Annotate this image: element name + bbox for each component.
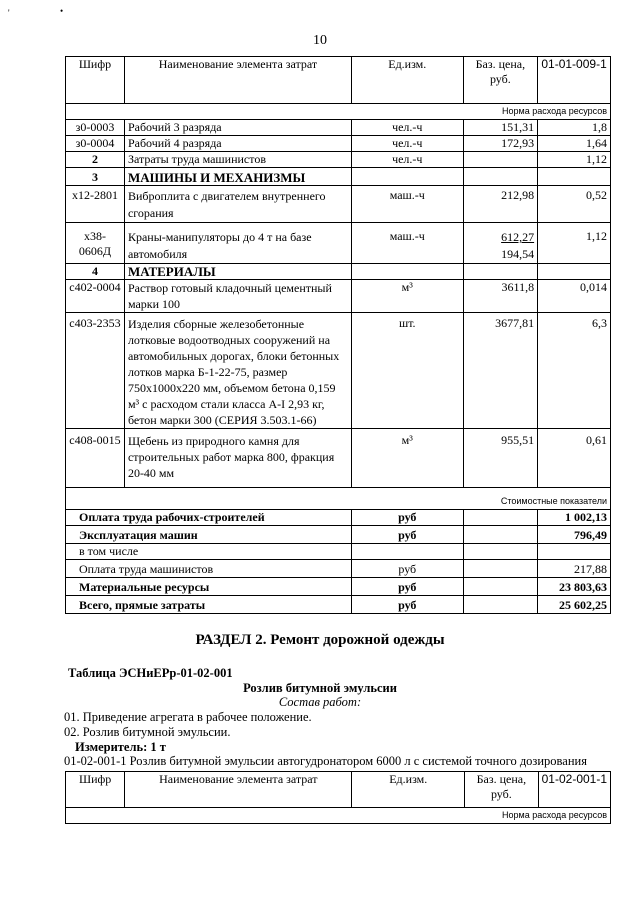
resource-table-2 xyxy=(65,771,611,824)
cost-indicators-row xyxy=(66,488,611,510)
cell-unit: чел.-ч xyxy=(351,120,463,136)
cell-name: Щебень из природного камня для строительных работ марка 800, фракция 20-40 мм xyxy=(124,429,351,488)
table-row xyxy=(66,152,611,168)
header-norm: 01-01-009-1 xyxy=(538,57,611,104)
table-row xyxy=(66,264,611,280)
summary-empty xyxy=(463,544,538,560)
cell-norm: 1,12 xyxy=(538,152,611,168)
norma-label: Норма расхода ресурсов xyxy=(66,808,611,824)
cell-price xyxy=(463,223,538,264)
header-unit: Ед.изм. xyxy=(352,772,465,808)
cell-unit: шт. xyxy=(351,313,463,429)
scan-mark: • xyxy=(60,6,64,16)
header-code: Шифр xyxy=(66,772,125,808)
cell-name: МАТЕРИАЛЫ xyxy=(124,264,351,280)
summary-value: 217,88 xyxy=(538,560,611,578)
cell-name: МАШИНЫ И МЕХАНИЗМЫ xyxy=(124,168,351,186)
summary-row xyxy=(66,526,611,544)
summary-row xyxy=(66,578,611,596)
header-unit: Ед.изм. xyxy=(351,57,463,104)
item-line: 01-02-001-1 Розлив битумной эмульсии автогудронатором 6000 л с системой точного дозирования xyxy=(64,754,587,768)
cell-name: Изделия сборные железобетонные лотковые водоотводных сооружений на автомобильных дорогах, блоки бетонных лотков марка Б-1-22-75, размер 750х1000х220 мм, объемом бетона 0,159 м³ с расходом стали класса А-I 2,93 кг, бетон марки 300 (СЕРИЯ 3.503.1-66) xyxy=(124,313,351,429)
price-value: 612,27 xyxy=(501,230,535,244)
cell-price: 3611,8 xyxy=(463,280,538,313)
table-row xyxy=(66,223,611,264)
table-row xyxy=(66,313,611,429)
summary-unit: руб xyxy=(351,578,463,596)
header-price: Баз. цена, руб. xyxy=(465,772,539,808)
cell-norm xyxy=(538,168,611,186)
page-number: 10 xyxy=(313,33,327,48)
cell-price: 151,31 xyxy=(463,120,538,136)
cell-unit: м³ xyxy=(351,280,463,313)
cell-name: Краны-манипуляторы до 4 т на базе автомобиля xyxy=(124,223,351,264)
summary-name: в том числе xyxy=(66,544,352,560)
cell-name: Рабочий 4 разряда xyxy=(124,136,351,152)
summary-name: Всего, прямые затраты xyxy=(66,596,352,614)
summary-empty xyxy=(463,560,538,578)
cell-norm: 1,64 xyxy=(538,136,611,152)
header-name: Наименование элемента затрат xyxy=(124,57,351,104)
summary-name: Эксплуатация машин xyxy=(66,526,352,544)
cell-code: х12-2801 xyxy=(66,186,125,223)
cell-name: Раствор готовый кладочный цементный марки 100 xyxy=(124,280,351,313)
cell-norm xyxy=(538,264,611,280)
cost-indicators-label: Стоимостные показатели xyxy=(66,488,611,510)
summary-empty xyxy=(463,596,538,614)
table-row xyxy=(66,429,611,488)
table-label: Таблица ЭСНиЕРр-01-02-001 xyxy=(68,666,233,680)
cell-norm: 0,61 xyxy=(538,429,611,488)
summary-value: 1 002,13 xyxy=(538,510,611,526)
summary-empty xyxy=(463,526,538,544)
cell-unit: маш.-ч xyxy=(351,223,463,264)
summary-row xyxy=(66,596,611,614)
cell-unit xyxy=(351,264,463,280)
cell-price: 3677,81 xyxy=(463,313,538,429)
cell-code: 4 xyxy=(66,264,125,280)
cell-code: з0-0004 xyxy=(66,136,125,152)
work-step-2: 02. Розлив битумной эмульсии. xyxy=(64,725,231,739)
summary-value: 796,49 xyxy=(538,526,611,544)
summary-name: Оплата труда рабочих-строителей xyxy=(66,510,352,526)
summary-name: Материальные ресурсы xyxy=(66,578,352,596)
cell-code: 3 xyxy=(66,168,125,186)
cell-price xyxy=(463,168,538,186)
summary-value: 25 602,25 xyxy=(538,596,611,614)
price-value-2: 194,54 xyxy=(501,247,535,261)
cell-unit xyxy=(351,168,463,186)
header-code: Шифр xyxy=(66,57,125,104)
summary-empty xyxy=(463,578,538,596)
cell-name: Затраты труда машинистов xyxy=(124,152,351,168)
cell-unit: чел.-ч xyxy=(351,152,463,168)
table-row xyxy=(66,280,611,313)
cell-unit: чел.-ч xyxy=(351,136,463,152)
cell-code: х38-0606Д xyxy=(66,223,125,264)
summary-row xyxy=(66,560,611,578)
cell-price xyxy=(463,152,538,168)
measure: Измеритель: 1 т xyxy=(75,740,166,754)
table-row xyxy=(66,186,611,223)
header-name: Наименование элемента затрат xyxy=(125,772,352,808)
cell-norm: 6,3 xyxy=(538,313,611,429)
cell-name: Рабочий 3 разряда xyxy=(124,120,351,136)
cell-norm: 1,12 xyxy=(538,223,611,264)
cell-code: с403-2353 xyxy=(66,313,125,429)
summary-unit: руб xyxy=(351,510,463,526)
cell-code: с402-0004 xyxy=(66,280,125,313)
cell-unit: маш.-ч xyxy=(351,186,463,223)
table-row xyxy=(66,136,611,152)
cell-code: 2 xyxy=(66,152,125,168)
cell-price: 212,98 xyxy=(463,186,538,223)
summary-value xyxy=(538,544,611,560)
summary-row xyxy=(66,544,611,560)
norma-row xyxy=(66,104,611,120)
summary-value: 23 803,63 xyxy=(538,578,611,596)
summary-empty xyxy=(463,510,538,526)
table-row xyxy=(66,120,611,136)
cell-name: Виброплита с двигателем внутреннего сгорания xyxy=(124,186,351,223)
header-norm: 01-02-001-1 xyxy=(538,772,610,808)
resource-table xyxy=(65,56,611,614)
cell-price: 955,51 xyxy=(463,429,538,488)
work-title: Состав работ: xyxy=(278,695,362,709)
work-step-1: 01. Приведение агрегата в рабочее положение. xyxy=(64,710,312,724)
summary-unit xyxy=(351,544,463,560)
header-price: Баз. цена, руб. xyxy=(463,57,538,104)
summary-unit: руб xyxy=(351,526,463,544)
cell-price: 172,93 xyxy=(463,136,538,152)
scan-mark: ' xyxy=(8,8,10,18)
cell-norm: 0,52 xyxy=(538,186,611,223)
summary-row xyxy=(66,510,611,526)
cell-code: з0-0003 xyxy=(66,120,125,136)
table-header xyxy=(66,772,611,808)
summary-unit: руб xyxy=(351,560,463,578)
section-title: РАЗДЕЛ 2. Ремонт дорожной одежды xyxy=(195,632,445,648)
table-title: Розлив битумной эмульсии xyxy=(243,681,397,695)
table-header xyxy=(66,57,611,104)
cell-norm: 1,8 xyxy=(538,120,611,136)
cell-norm: 0,014 xyxy=(538,280,611,313)
table-row xyxy=(66,168,611,186)
norma-row xyxy=(66,808,611,824)
summary-name: Оплата труда машинистов xyxy=(66,560,352,578)
summary-unit: руб xyxy=(351,596,463,614)
cell-price xyxy=(463,264,538,280)
norma-label: Норма расхода ресурсов xyxy=(66,104,611,120)
cell-code: с408-0015 xyxy=(66,429,125,488)
cell-unit: м³ xyxy=(351,429,463,488)
